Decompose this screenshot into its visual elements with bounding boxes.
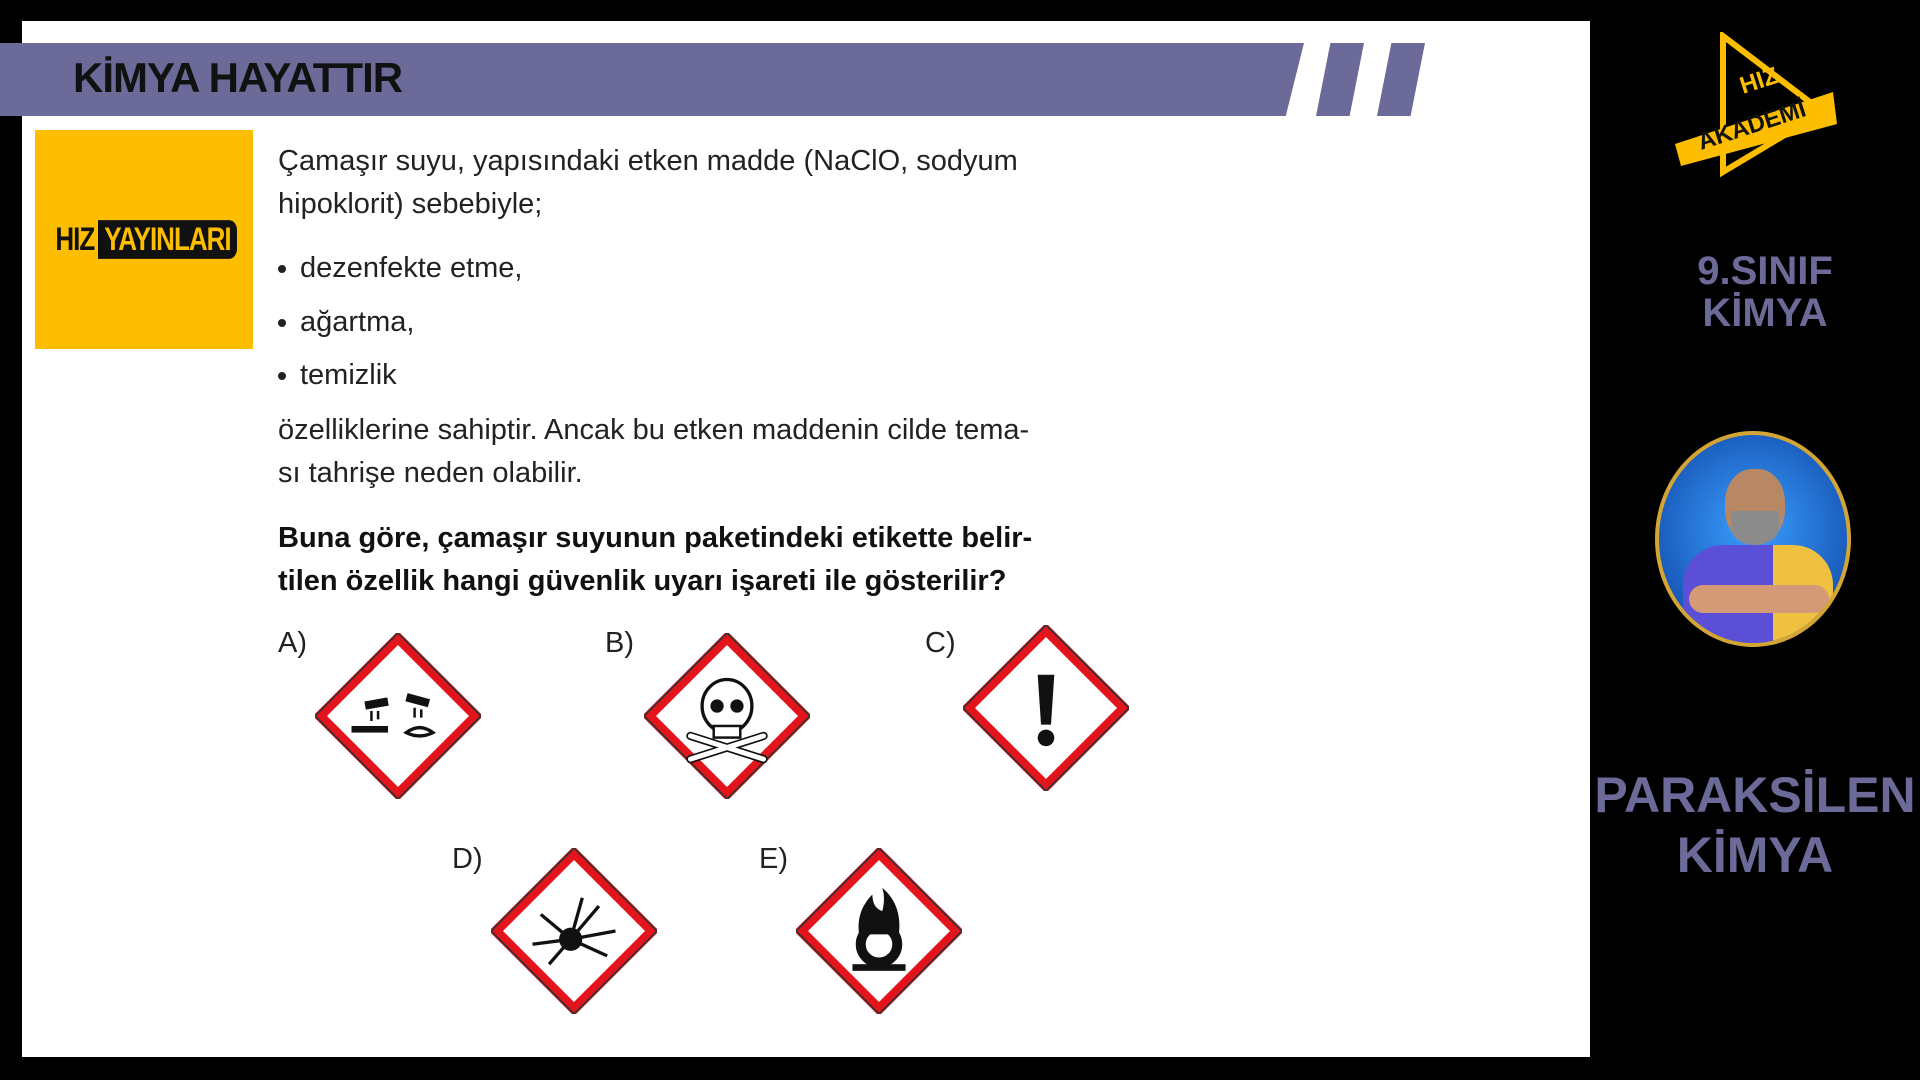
publisher-logo: [35, 130, 253, 349]
option-b-label[interactable]: B): [605, 627, 634, 659]
question-intro: Çamaşır suyu, yapısındaki etken madde (NaClO, sodyum hipoklorit) sebebiyle;: [278, 145, 1018, 220]
option-a-label[interactable]: A): [278, 627, 307, 659]
presenter-avatar: [1655, 431, 1851, 647]
option-c-label[interactable]: C): [925, 627, 956, 659]
question-prompt: Buna göre, çamaşır suyunun paketindeki etikette belir- tilen özellik hangi güvenlik uyarı işareti ile gösterilir?: [278, 522, 1033, 597]
svg-text:AKADEMİ: AKADEMİ: [1694, 95, 1810, 156]
slide-title: KİMYA HAYATTIR: [73, 54, 403, 101]
svg-text:HIZ: HIZ: [1736, 62, 1782, 100]
logo-text: HIZ: [55, 220, 95, 258]
bullet-item: ağartma,: [278, 306, 414, 339]
option-d-label[interactable]: D): [452, 843, 483, 875]
course-label: 9.SINIF KİMYA: [1697, 249, 1833, 335]
channel-name: PARAKSİLEN KİMYA: [1594, 767, 1916, 883]
exclamation-irritant-icon[interactable]: [963, 625, 1129, 791]
toxic-skull-icon[interactable]: [644, 633, 810, 799]
option-e-label[interactable]: E): [759, 843, 788, 875]
hiz-akademi-logo: [1673, 32, 1839, 178]
oxidizer-icon[interactable]: [796, 848, 962, 1014]
logo-text: YAYINLARI: [98, 220, 236, 259]
explosive-icon[interactable]: [491, 848, 657, 1014]
bullet-item: temizlik: [278, 359, 397, 392]
corrosive-icon[interactable]: [315, 633, 481, 799]
question-body: özelliklerine sahiptir. Ancak bu etken maddenin cilde tema- sı tahrişe neden olabilir.: [278, 414, 1030, 489]
bullet-item: dezenfekte etme,: [278, 252, 522, 285]
